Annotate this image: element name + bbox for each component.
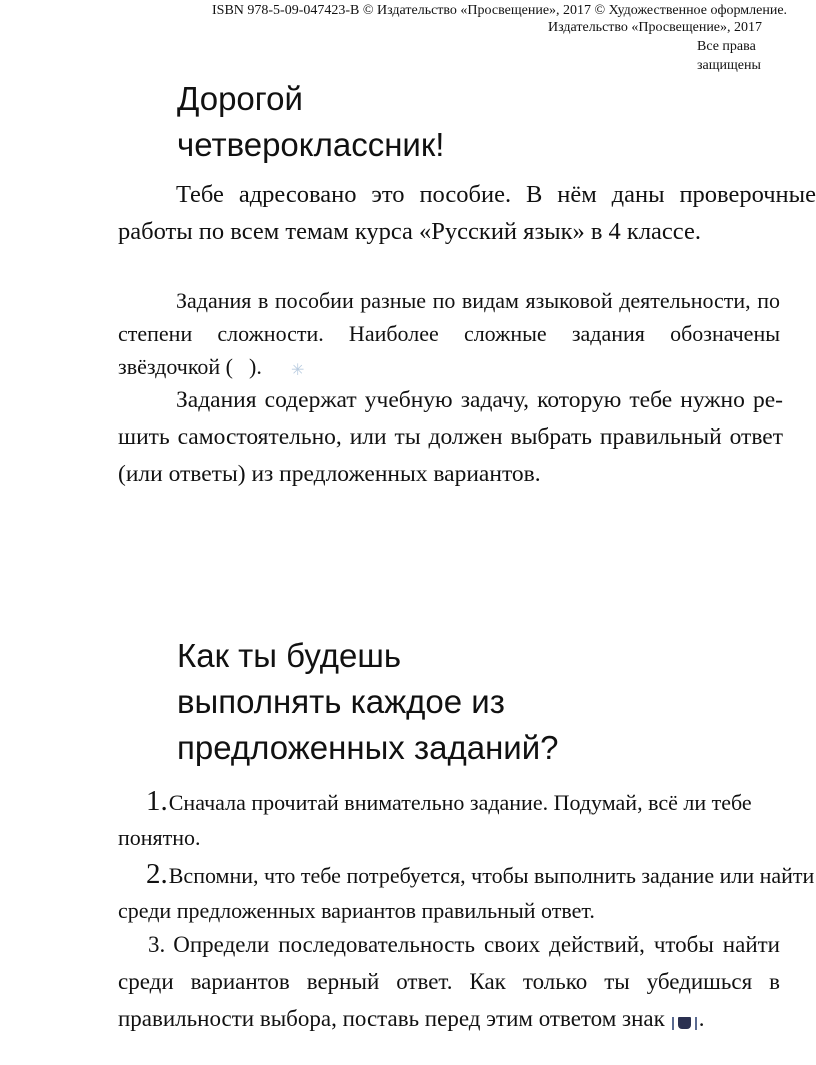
intro-paragraph-2-end: ).: [249, 354, 262, 379]
intro-heading-line-2: четвероклассник!: [177, 126, 445, 163]
copyright-line-1: ISBN 978-5-09-047423-В © Издательство «Просвещение», 2017 © Художественное оформление.: [212, 3, 788, 18]
intro-paragraph-3: Задания содержат учебную задачу, которую тебе нужно ре- шить самостоятельно, или ты должен выбрать правильный ответ (или ответы) из предложенных вариантов.: [118, 387, 783, 487]
instructions-heading-line-1: Как ты будешь: [177, 637, 402, 674]
rights-line-2: защищены: [697, 58, 761, 73]
instructions-heading-line-3: предложенных заданий?: [177, 729, 559, 766]
check-mark-icon: [669, 1012, 699, 1032]
step-3-number: 3.: [148, 932, 166, 957]
instructions-heading: [177, 633, 637, 771]
copyright-line-2: Издательство «Просвещение», 2017: [548, 20, 763, 35]
intro-paragraph-2-text: Задания в пособии разные по видам языковой деятельности, по степени сложности. Наиболее сложные задания обозначены звёздочкой (: [118, 288, 780, 379]
step-2-text: Вспомни, что тебе потребуется, чтобы выполнить задание или найти среди предложенных вариантов правильный ответ.: [118, 863, 815, 923]
intro-heading-line-1: Дорогой: [177, 80, 303, 117]
intro-heading: [177, 76, 577, 168]
step-3-text: Определи последовательность своих действий, чтобы найти среди вариантов верный ответ. Как только ты убедишься в правильности выбора, поставь перед этим ответом знак: [118, 932, 780, 1031]
intro-paragraph-1: Тебе адресовано это пособие. В нём даны проверочные работы по всем темам курса «Русский язык» в 4 классе.: [118, 181, 816, 245]
rights-line-1: Все права: [697, 39, 756, 54]
step-2-number: 2.: [146, 858, 168, 890]
step-1-text: Сначала прочитай внимательно задание. Подумай, всё ли тебе понятно.: [118, 790, 752, 850]
intro-paragraph-2: [118, 284, 780, 383]
step-1-number: 1.: [146, 785, 168, 817]
step-3: [118, 926, 780, 1037]
instructions-heading-line-2: выполнять каждое из: [177, 683, 505, 720]
step-2: [118, 857, 816, 928]
step-3-end: .: [698, 1006, 705, 1031]
step-1: [118, 784, 816, 855]
star-icon: ✳: [291, 362, 305, 379]
